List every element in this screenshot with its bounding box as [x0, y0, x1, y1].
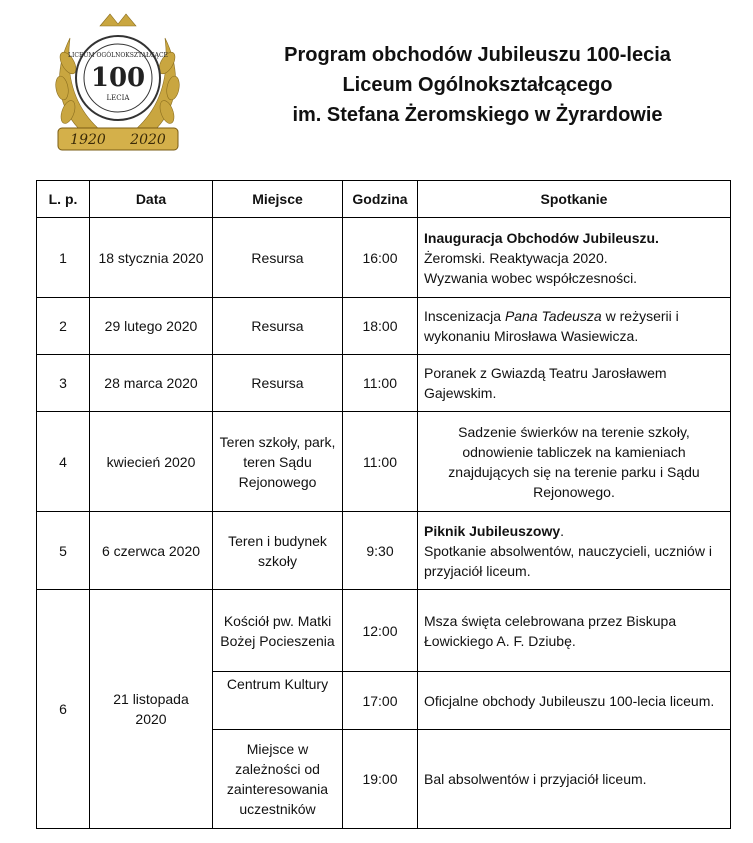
table-row: [37, 355, 731, 412]
cell-time: 11:00: [343, 412, 418, 512]
cell-lp: 3: [37, 355, 90, 412]
svg-text:1920: 1920: [70, 132, 106, 148]
header-event: Spotkanie: [418, 181, 731, 218]
event-heading: Piknik Jubileuszowy: [424, 522, 561, 539]
cell-time: 11:00: [343, 355, 418, 412]
cell-event: Poranek z Gwiazdą Teatru Jarosławem Gajewskim.: [418, 355, 731, 412]
header-lp: L. p.: [37, 181, 90, 218]
cell-place: Teren i budynek szkoły: [213, 512, 343, 590]
cell-place: Kościół pw. Matki Bożej Pocieszenia: [213, 590, 343, 672]
title-line-3: im. Stefana Żeromskiego w Żyrardowie: [292, 104, 663, 126]
cell-event: Msza święta celebrowana przez Biskupa Łowickiego A. F. Dziubę.: [418, 590, 731, 672]
cell-date: 28 marca 2020: [90, 355, 213, 412]
cell-place: Resursa: [213, 218, 343, 298]
title-line-1: Program obchodów Jubileuszu 100-lecia: [284, 44, 671, 66]
table-row: [37, 298, 731, 355]
cell-lp: 6: [37, 590, 90, 829]
table-row: [37, 590, 731, 672]
cell-place: Teren szkoły, park, teren Sądu Rejonowego: [213, 412, 343, 512]
table-row: [37, 218, 731, 298]
cell-event: Bal absolwentów i przyjaciół liceum.: [418, 730, 731, 829]
svg-text:LECIA: LECIA: [106, 94, 130, 102]
cell-event: [418, 218, 731, 298]
cell-place: Resursa: [213, 355, 343, 412]
cell-time: 17:00: [343, 672, 418, 730]
header-date: Data: [90, 181, 213, 218]
title-line-2: Liceum Ogólnokształcącego: [342, 74, 613, 96]
cell-time: 19:00: [343, 730, 418, 829]
cell-date: 21 listopada 2020: [90, 590, 213, 829]
svg-text:100: 100: [90, 63, 146, 93]
cell-lp: 1: [37, 218, 90, 298]
event-text: .: [560, 522, 565, 539]
document-title: [205, 40, 750, 130]
cell-lp: 4: [37, 412, 90, 512]
cell-time: 12:00: [343, 590, 418, 672]
header-time: Godzina: [343, 181, 418, 218]
cell-event: Sadzenie świerków na terenie szkoły, odnowienie tabliczek na kamieniach znajdujących się na terenie parku i Sądu Rejonowego.: [418, 412, 731, 512]
cell-date: 6 czerwca 2020: [90, 512, 213, 590]
cell-time: 18:00: [343, 298, 418, 355]
event-line: Spotkanie absolwentów, nauczycieli, uczniów i przyjaciół liceum.: [424, 542, 712, 579]
cell-event: Oficjalne obchody Jubileuszu 100-lecia liceum.: [418, 672, 731, 730]
schedule-table: [36, 180, 731, 829]
svg-text:LICEUM OGÓLNOKSZTAŁCĄCE: LICEUM OGÓLNOKSZTAŁCĄCE: [68, 52, 168, 59]
jubilee-crest-logo: [30, 8, 205, 158]
cell-date: kwiecień 2020: [90, 412, 213, 512]
event-line: Wyzwania wobec współczesności.: [424, 269, 638, 286]
header-place: Miejsce: [213, 181, 343, 218]
event-text: w reżyserii i wykonaniu Mirosława Wasiewicza.: [424, 308, 679, 344]
event-text: Inscenizacja: [424, 308, 505, 324]
cell-date: 18 stycznia 2020: [90, 218, 213, 298]
cell-time: 16:00: [343, 218, 418, 298]
cell-date: 29 lutego 2020: [90, 298, 213, 355]
table-row: [37, 512, 731, 590]
svg-text:2020: 2020: [130, 132, 166, 148]
cell-place: Miejsce w zależności od zainteresowania uczestników: [213, 730, 343, 829]
event-heading: Inauguracja Obchodów Jubileuszu.: [424, 229, 659, 246]
cell-lp: 2: [37, 298, 90, 355]
cell-time: 9:30: [343, 512, 418, 590]
cell-event: [418, 512, 731, 590]
cell-place: Centrum Kultury: [213, 672, 343, 730]
cell-event: [418, 298, 731, 355]
table-row: [37, 412, 731, 512]
cell-lp: 5: [37, 512, 90, 590]
event-line: Żeromski. Reaktywacja 2020.: [424, 249, 608, 266]
header-row: [37, 181, 731, 218]
cell-place: Resursa: [213, 298, 343, 355]
event-title-italic: Pana Tadeusza: [504, 308, 602, 324]
